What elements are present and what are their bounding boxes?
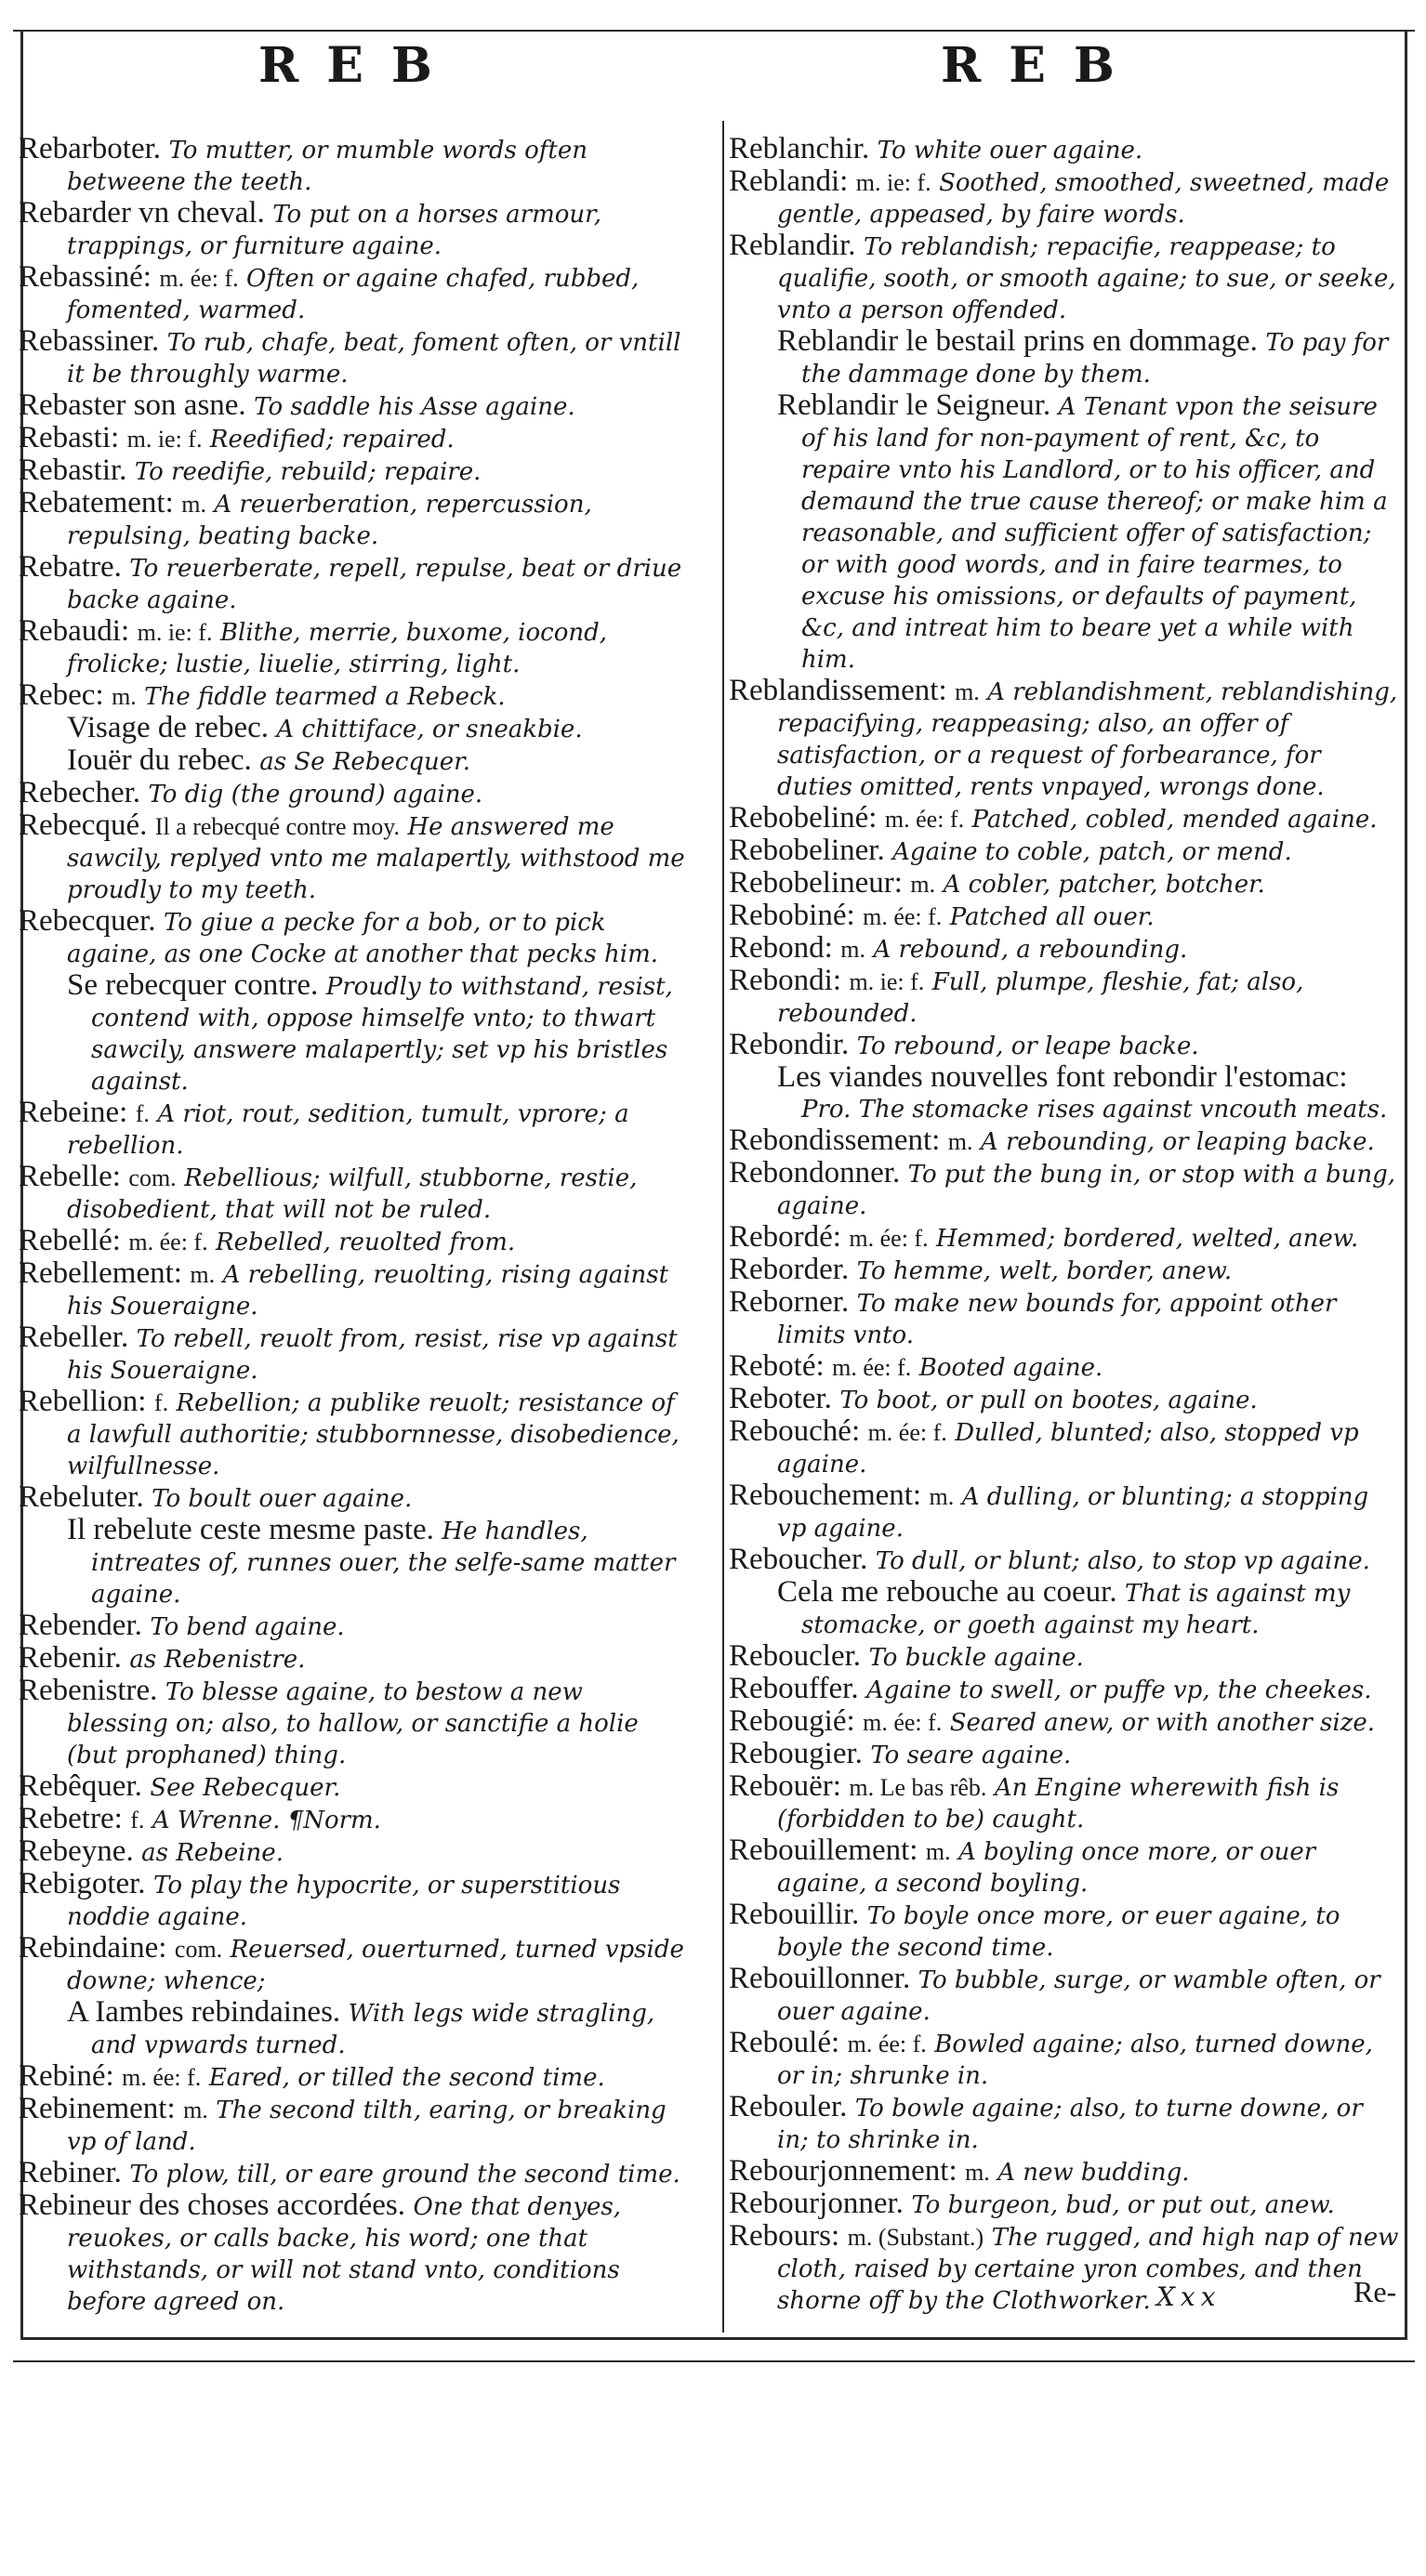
headword: Rebourjonner. [729,2187,904,2220]
grammar-note: m. ie: f. [855,169,931,196]
translation: To seare againe. [870,1741,1072,1769]
dictionary-entry [19,1515,688,1610]
headword: Reboucler. [729,1639,862,1673]
dictionary-entry [729,1480,1400,1544]
headword: Rebondi: [729,964,841,997]
dictionary-entry [729,2156,1400,2188]
translation: To bowle againe; also, to turne downe, or in; to shrinke in. [777,2095,1363,2154]
grammar-note: m. ée: f. [159,265,239,292]
dictionary-entry [729,1899,1400,1964]
translation: A rebound, a rebounding. [873,936,1188,964]
headword: Rebassiné: [19,260,152,294]
dictionary-entry [729,803,1400,835]
dictionary-entry [19,262,688,326]
dictionary-entry [19,488,688,552]
translation: To make new bounds for, appoint other limits vnto. [777,1290,1337,1349]
translation: Dulled, blunted; also, stopped vp againe. [777,1419,1359,1479]
headword: Reblandi: [729,164,849,198]
dictionary-entry [729,966,1400,1030]
dictionary-entry [729,1062,1400,1125]
dictionary-entry [19,1804,688,1836]
grammar-note: m. [925,1838,951,1865]
dictionary-entry [729,1255,1400,1287]
translation: To reblandish; repacifie, reappease; to qualifie, sooth, or smooth againe; to sue, or seeke, vnto a person offended. [777,233,1396,324]
grammar-note: m. ée: f. [849,1225,929,1252]
translation: To dig (the ground) againe. [148,781,483,808]
dictionary-entry [729,390,1400,676]
dictionary-entry [729,1384,1400,1416]
headword: Reblandir le Seigneur. [777,388,1051,422]
headword: Rebeluter. [19,1480,144,1514]
translation: A rebounding, or leaping backe. [980,1128,1375,1156]
dictionary-entry [729,230,1400,326]
headword: Se rebecquer contre. [67,968,319,1002]
dictionary-entry [729,2221,1400,2317]
dictionary-entry [729,1416,1400,1480]
headword: Rebourjonnement: [729,2154,957,2188]
dictionary-entry [729,1222,1400,1255]
grammar-note: m. ée: f. [847,2031,927,2057]
headword: Rebender. [19,1609,142,1642]
headword: Rebec: [19,678,104,712]
grammar-note: f. [130,1807,145,1833]
dictionary-entry [19,1226,688,1258]
headword: Reblandissement: [729,674,947,707]
running-head-left: REB [258,37,460,94]
translation: A dulling, or blunting; a stopping vp againe. [777,1483,1369,1543]
headword: Rebiner. [19,2156,122,2189]
translation: To put the bung in, or stop with a bung, againe. [777,1161,1396,1220]
translation: He handles, intreates of, runnes ouer, the selfe-same matter againe. [91,1518,676,1609]
headword: Rebobelineur: [729,866,903,900]
grammar-note: m. [840,936,865,963]
bottom-border [20,2337,1407,2340]
translation: Reuersed, ouerturned, turned vpside downe; whence; [67,1936,684,1995]
grammar-note: m. [929,1483,955,1510]
headword: Rebeller. [19,1321,129,1354]
headword: Rebenir. [19,1641,122,1675]
dictionary-entry [19,1771,688,1804]
grammar-note: m. ie: f. [126,426,203,453]
headword: Iouër du rebec. [67,743,252,777]
dictionary-entry [19,1836,688,1869]
grammar-note: m. Le bas rêb. [849,1774,987,1801]
headword: Rebouché: [729,1414,861,1448]
translation: An Engine wherewith fish is (forbidden to be) caught. [777,1774,1340,1833]
dictionary-entry [19,1997,688,2061]
headword: Rebaudi: [19,614,130,648]
dictionary-entry [729,1771,1400,1835]
headword: Reboter. [729,1382,832,1415]
translation: Patched all ouer. [949,903,1155,931]
headword: Rebouler. [729,2090,848,2123]
dictionary-entry [729,1577,1400,1641]
translation: To put on a horses armour, trappings, or furniture againe. [67,201,601,260]
bottom-rule [13,2360,1415,2362]
running-head-right: REB [941,37,1142,94]
dictionary-entry [19,455,688,488]
translation: as Rebenistre. [129,1646,306,1674]
dictionary-entry [729,2028,1400,2092]
translation: Pro. The stomacke rises against vncouth meats. [801,1096,1388,1124]
translation: Proudly to withstand, resist, contend with, oppose himselfe vnto; to thwart sawcily, answere malapertly; set vp his bristles against. [91,973,673,1096]
dictionary-entry [729,1674,1400,1706]
headword: Rebenistre. [19,1674,158,1707]
dictionary-entry [729,1835,1400,1899]
translation: The rugged, and high nap of new cloth, raised by certaine yron combes, and then shorne off by the Clothworker. [777,2224,1399,2315]
headword: Rebellé: [19,1224,121,1257]
dictionary-entry [19,1676,688,1771]
translation: as Se Rebecquer. [259,748,470,776]
dictionary-entry [729,2092,1400,2156]
headword: Rebondir. [729,1028,850,1061]
headword: Reborner. [729,1285,850,1319]
dictionary-entry [19,2094,688,2158]
headword: Rebelle: [19,1160,121,1193]
headword: Rebecqué. [19,808,148,842]
headword: Reboulé: [729,2026,840,2059]
translation: A riot, rout, sedition, tumult, vprore; a rebellion. [67,1100,629,1160]
translation: Patched, cobled, mended againe. [971,806,1378,834]
translation: To white ouer againe. [877,137,1143,164]
catchword: Re- [1353,2275,1397,2308]
dictionary-entry [19,1643,688,1676]
dictionary-entry [729,1739,1400,1771]
headword: Reboucher. [729,1543,868,1576]
dictionary-entry [729,134,1400,166]
dictionary-entry [19,326,688,390]
grammar-note: com. [174,1936,223,1963]
headword: Rebastir. [19,453,127,487]
grammar-note: m. [112,683,137,710]
dictionary-entry [729,326,1400,390]
translation: To rebound, or leape backe. [856,1032,1199,1060]
headword: Rebouillir. [729,1898,860,1931]
right-border [1405,30,1407,2339]
translation: Againe to swell, or puffe vp, the cheekes. [866,1676,1372,1704]
translation: He answered me sawcily, replyed vnto me malapertly, withstood me proudly to my teeth. [67,813,685,904]
headword: Cela me rebouche au coeur. [777,1575,1117,1609]
dictionary-entry [19,713,688,745]
headword: Rebouillonner. [729,1962,911,1995]
dictionary-entry [19,1610,688,1643]
right-column [729,134,1400,2317]
headword: Rebineur des choses accordées. [19,2188,405,2222]
translation: A new budding. [997,2159,1190,2187]
dictionary-entry [729,2188,1400,2221]
dictionary-entry [729,1287,1400,1351]
grammar-note: com. [128,1164,177,1191]
headword: Rebetre: [19,1802,123,1835]
headword: Rebouchement: [729,1479,922,1512]
dictionary-entry [729,1125,1400,1158]
translation: A rebelling, reuolting, rising against his Soueraigne. [67,1261,669,1321]
headword: Rebondonner. [729,1156,901,1189]
translation: Often or againe chafed, rubbed, fomented, warmed. [67,265,640,324]
grammar-note: f. [153,1389,169,1416]
dictionary-entry [19,1258,688,1322]
dictionary-entry [19,2190,688,2318]
headword: Rebond: [729,931,833,965]
dictionary-entry [19,1387,688,1482]
headword: Rebatement: [19,486,174,519]
translation: Seared anew, or with another size. [949,1709,1376,1737]
headword: Rebigoter. [19,1867,146,1900]
headword: Reblandir le bestail prins en dommage. [777,324,1258,358]
dictionary-entry [19,1162,688,1226]
translation: Rebellion; a publike reuolt; resistance of a lawfull authoritie; stubbornnesse, disobedience, wilfullnesse. [67,1389,680,1480]
dictionary-entry [19,745,688,778]
headword: Rebêquer. [19,1769,142,1803]
grammar-note: m. ée: f. [867,1419,947,1446]
grammar-note: m. [955,678,980,705]
dictionary-entry [729,835,1400,868]
headword: Rebinement: [19,2092,176,2125]
dictionary-entry [19,1322,688,1387]
translation: To reuerberate, repell, repulse, beat or driue backe againe. [67,555,682,614]
dictionary-entry [19,423,688,455]
dictionary-entry [729,1158,1400,1222]
dictionary-entry [19,1933,688,1997]
dictionary-entry [729,166,1400,230]
headword: Rebindaine: [19,1931,167,1965]
headword: Reblandir. [729,229,856,262]
headword: Rebellement: [19,1256,182,1290]
translation: To dull, or blunt; also, to stop vp againe. [875,1547,1370,1575]
dictionary-entry [19,2158,688,2190]
grammar-note: m. [947,1128,973,1155]
dictionary-entry [19,906,688,970]
headword: Rebiné: [19,2059,114,2093]
dictionary-entry [19,1869,688,1933]
translation: Bowled againe; also, turned downe, or in; shrunke in. [777,2031,1373,2090]
dictionary-entry [729,1544,1400,1577]
dictionary-entry [729,1706,1400,1739]
translation: Rebellious; wilfull, stubborne, restie, disobedient, that will not be ruled. [67,1164,638,1224]
translation: See Rebecquer. [150,1774,341,1802]
headword: Rebouffer. [729,1672,859,1705]
dictionary-entry [729,676,1400,803]
headword: Rebasti: [19,421,120,454]
headword: Il rebelute ceste mesme paste. [67,1513,434,1546]
translation: Blithe, merrie, buxome, iocond, frolicke; lustie, liuelie, stirring, light. [67,619,607,678]
translation: One that denyes, reuokes, or calls backe, his word; one that withstands, or will not stand vnto, conditions before agreed on. [67,2193,622,2316]
dictionary-entry [19,198,688,262]
translation: To burgeon, bud, or put out, anew. [911,2191,1335,2219]
dictionary-entry [19,2061,688,2094]
headword: Rebarboter. [19,132,162,165]
translation: To boult ouer againe. [152,1485,413,1513]
headword: Reboté: [729,1349,825,1383]
grammar-note: m. ie: f. [849,968,925,995]
translation: That is against my stomacke, or goeth against my heart. [801,1580,1351,1639]
dictionary-entry [729,868,1400,900]
headword: Rebatre. [19,550,122,584]
translation: To rebell, reuolt from, resist, rise vp against his Soueraigne. [67,1325,678,1385]
translation: To hemme, welt, border, anew. [856,1257,1233,1285]
headword: Rebordé: [729,1220,841,1254]
headword: Reborder. [729,1253,850,1286]
translation: Hemmed; bordered, welted, anew. [936,1225,1359,1253]
dictionary-entry [19,552,688,616]
translation: A Wrenne. ¶Norm. [152,1807,381,1834]
translation: Soothed, smoothed, sweetned, made gentle, appeased, by faire words. [777,169,1390,229]
translation: Againe to coble, patch, or mend. [892,838,1292,866]
headword: Rebondissement: [729,1124,941,1157]
translation: A Tenant vpon the seisure of his land for non-payment of rent, &c, to repaire vnto his Landlord, or to his officer, and demaund the true cause thereof; or make him a reasonable, and sufficient offer of satisfaction; or with good words, and in faire tearmes, to excuse his omissions, or defaults of payment, &c, and intreat him to beare yet a while with him. [801,393,1388,674]
headword: Rebougier. [729,1737,863,1770]
dictionary-entry [729,1641,1400,1674]
grammar-note: m. ée: f. [122,2064,202,2091]
headword: Rebouillement: [729,1833,918,1867]
dictionary-entry [19,778,688,810]
headword: A Iambes rebindaines. [67,1995,341,2029]
headword: Rebougié: [729,1704,855,1738]
headword: Rebaster son asne. [19,388,246,422]
grammar-note: m. [183,2096,208,2123]
translation: To rub, chafe, beat, foment often, or vntill it be throughly warme. [67,329,681,388]
translation: Full, plumpe, fleshie, fat; also, rebounded. [777,968,1304,1028]
grammar-note: m. (Substant.) [847,2224,984,2251]
translation: A cobler, patcher, botcher. [943,871,1265,899]
translation: The second tilth, earing, or breaking vp of land. [67,2096,667,2156]
headword: Rebours: [729,2219,840,2253]
headword: Rebeine: [19,1096,128,1129]
translation: To bend againe. [150,1613,345,1641]
translation: A reblandishment, reblandishing, repacifying, reappeasing; also, an offer of satisfaction, or a request of forbearance, for duties omitted, rents vnpayed, wrongs done. [777,678,1398,801]
headword: Rebellion: [19,1385,147,1418]
translation: With legs wide stragling, and vpwards turned. [91,2000,655,2059]
grammar-note: m. ée: f. [863,1709,943,1736]
dictionary-entry [19,134,688,198]
grammar-note: Il a rebecqué contre moy. [154,813,401,840]
grammar-note: m. [965,2159,990,2186]
translation: To boyle once more, or euer againe, to boyle the second time. [777,1902,1340,1962]
headword: Rebobeliné: [729,801,878,835]
grammar-note: m. [910,871,936,898]
headword: Reblanchir. [729,132,870,165]
dictionary-entry [19,810,688,906]
translation: To blesse againe, to bestow a new blessing on; also, to hallow, or sanctifie a holie (but prophaned) thing. [67,1678,639,1769]
translation: The fiddle tearmed a Rebeck. [144,683,506,711]
dictionary-entry [19,616,688,680]
headword: Rebecher. [19,776,141,809]
headword: Rebarder vn cheval. [19,196,265,230]
headword: Rebobeliner. [729,834,885,867]
headword: Rebobiné: [729,899,855,932]
column-divider [722,121,724,2333]
grammar-note: m. ée: f. [884,806,965,833]
top-rule [13,30,1415,32]
dictionary-entry [729,1351,1400,1384]
dictionary-entry [19,390,688,423]
translation: Reedified; repaired. [209,426,455,453]
grammar-note: m. [190,1261,216,1288]
grammar-note: m. ée: f. [863,903,943,930]
dictionary-page [13,9,1415,2518]
translation: To pay for the dammage done by them. [801,329,1389,388]
dictionary-entry [19,1097,688,1162]
translation: To bubble, surge, or wamble often, or ouer againe. [777,1966,1380,2026]
translation: Rebelled, reuolted from. [216,1229,516,1256]
dictionary-entry [19,680,688,713]
dictionary-entry [19,1482,688,1515]
translation: To play the hypocrite, or superstitious noddie againe. [67,1872,621,1931]
translation: To mutter, or mumble words often betweene the teeth. [67,137,588,196]
signature-mark: Xxx [1156,2281,1221,2312]
left-column [19,134,688,2318]
headword: Rebouër: [729,1769,841,1803]
translation: To buckle againe. [868,1644,1084,1672]
headword: Visage de rebec. [67,711,269,744]
grammar-note: m. ée: f. [128,1229,208,1255]
headword: Rebecquer. [19,904,156,938]
translation: A chittiface, or sneakbie. [276,716,583,743]
dictionary-entry [19,970,688,1097]
dictionary-entry [729,1964,1400,2028]
translation: Booted againe. [918,1354,1103,1382]
translation: To boot, or pull on bootes, againe. [839,1387,1258,1414]
translation: To giue a pecke for a bob, or to pick againe, as one Cocke at another that pecks him. [67,909,659,968]
dictionary-entry [729,933,1400,966]
translation: To reedifie, rebuild; repaire. [134,458,482,486]
translation: as Rebeine. [141,1839,284,1867]
grammar-note: m. ie: f. [137,619,213,646]
grammar-note: m. [181,491,206,518]
translation: To plow, till, or eare ground the second time. [129,2161,680,2188]
translation: A boyling once more, or ouer againe, a second boyling. [777,1838,1316,1898]
translation: To saddle his Asse againe. [254,393,575,421]
headword: Les viandes nouvelles font rebondir l'estomac: [777,1060,1348,1094]
translation: A reuerberation, repercussion, repulsing, beating backe. [67,491,592,550]
grammar-note: f. [135,1100,150,1127]
translation: Eared, or tilled the second time. [208,2064,605,2092]
grammar-note: m. ée: f. [832,1354,912,1381]
headword: Rebeyne. [19,1834,134,1868]
dictionary-entry [729,900,1400,933]
headword: Rebassiner. [19,324,160,358]
dictionary-entry [729,1030,1400,1062]
